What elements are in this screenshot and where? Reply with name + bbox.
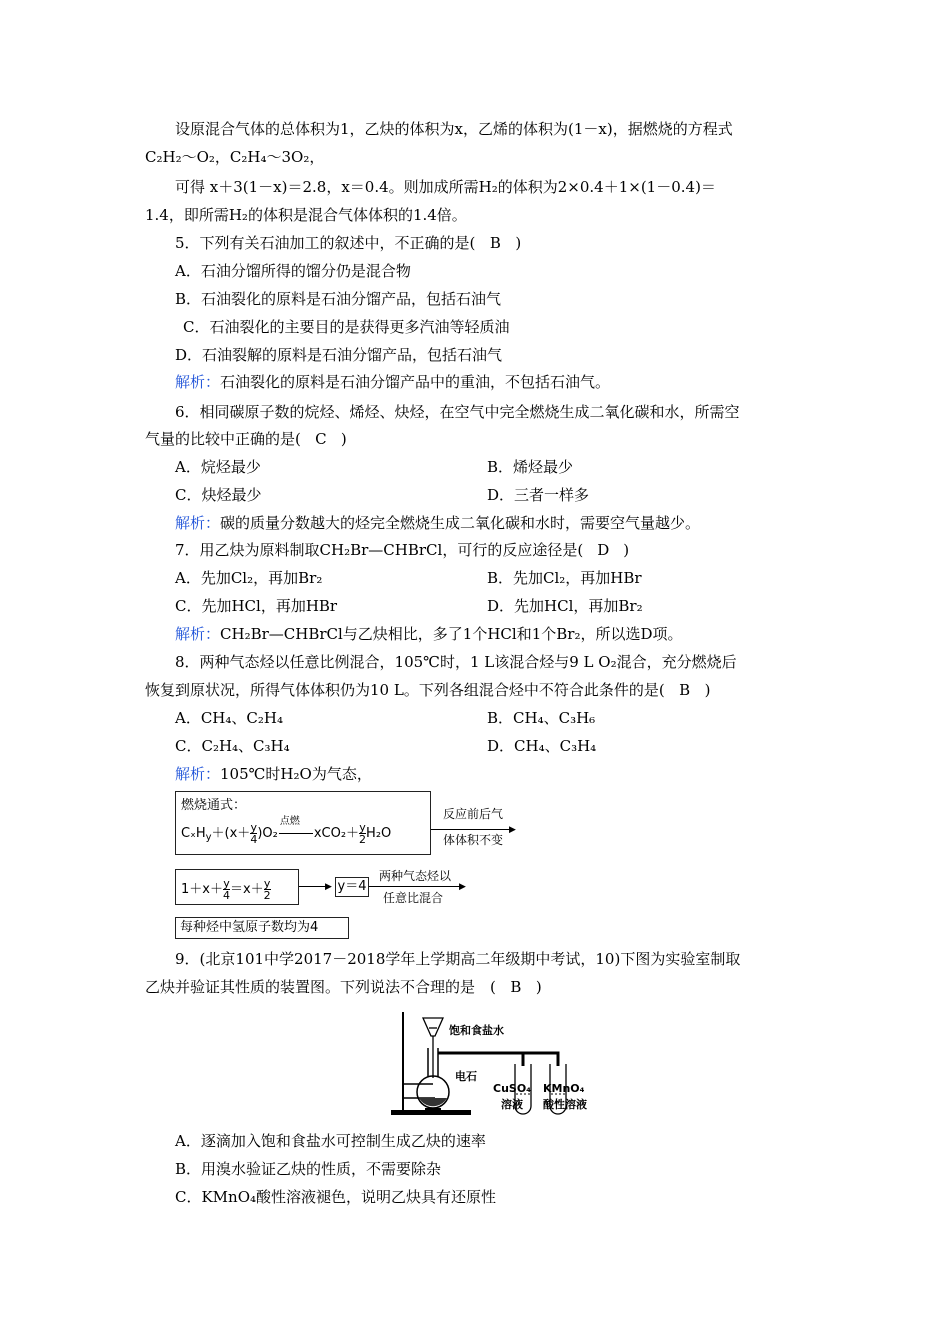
option-a: A．先加Cl₂，再加Br₂ (175, 569, 323, 587)
text-line: 设原混合气体的总体积为1，乙炔的体积为x，乙烯的体积为(1－x)，据燃烧的方程式 (175, 120, 733, 138)
analysis: 解析：CH₂Br—CHBrCl与乙炔相比，多了1个HCl和1个Br₂，所以选D项。 (175, 625, 683, 643)
volume-equation-box (175, 869, 299, 905)
answer: D (597, 541, 610, 559)
arrow-head-icon: ▶ (325, 882, 332, 892)
option-b: B．用溴水验证乙炔的性质，不需要除杂 (175, 1160, 442, 1178)
answer: C (315, 430, 327, 448)
option-d: D．三者一样多 (487, 486, 590, 504)
analysis: 解析：碳的质量分数越大的烃完全燃烧生成二氧化碳和水时，需要空气量越少。 (175, 514, 701, 532)
apparatus-figure (383, 1008, 603, 1118)
option-c: C．石油裂化的主要目的是获得更多汽油等轻质油 (183, 318, 510, 336)
combustion-equation: CₓH$_y$＋(x＋ $\frac{y}{4}$ )O₂ 点燃 xCO₂＋ $\frac{y}{2}$ H₂O (181, 816, 392, 846)
text-line: 1.4，即所需H₂的体积是混合气体体积的1.4倍。 (145, 206, 467, 224)
result-line-2: 体体积不变 (443, 833, 504, 847)
result-line-1: 反应前后气 (443, 807, 504, 821)
option-c: C．C₂H₄、C₃H₄ (175, 737, 290, 755)
arrow-head-icon: ▶ (459, 882, 466, 892)
option-a: A．烷烃最少 (175, 458, 261, 476)
analysis: 解析：105℃时H₂O为气态， (175, 765, 372, 783)
option-d: D．CH₄、C₃H₄ (487, 737, 597, 755)
text-line: C₂H₂～O₂，C₂H₄～3O₂， (145, 148, 325, 166)
text-line: 可得 x＋3(1－x)＝2.8，x＝0.4。则加成所需H₂的体积为2×0.4＋1×(1－0.4)＝ (175, 178, 716, 196)
conclusion-box: 每种烃中氢原子数均为4 (175, 917, 349, 939)
option-d: D．石油裂解的原料是石油分馏产品，包括石油气 (175, 346, 503, 364)
label-tube-1b: 溶液 (501, 1098, 523, 1111)
combustion-formula-box (175, 791, 431, 855)
question-5-stem: 5．下列有关石油加工的叙述中，不正确的是( B ) (175, 234, 522, 252)
label-flask: 电石 (455, 1070, 477, 1083)
option-b: B．CH₄、C₃H₆ (487, 709, 596, 727)
box-title: 燃烧通式： (181, 798, 247, 813)
combustion-diagram (175, 791, 535, 941)
question-9-stem-cont: 乙炔并验证其性质的装置图。下列说法不合理的是 ( B ) (145, 978, 542, 996)
question-8-stem-cont: 恢复到原状况，所得气体体积仍为10 L。下列各组混合烃中不符合此条件的是( B ) (145, 681, 711, 699)
label-tube-2b: 酸性溶液 (543, 1098, 587, 1111)
label-tube-1a: CuSO₄ (493, 1082, 531, 1095)
option-b: B．先加Cl₂，再加HBr (487, 569, 642, 587)
volume-equation: 1＋x＋ $\frac{y}{4}$ ＝x＋ $\frac{y}{2}$ (181, 877, 271, 902)
question-6-stem-cont: 气量的比较中正确的是( C ) (145, 430, 347, 448)
analysis: 解析：石油裂化的原料是石油分馏产品中的重油，不包括石油气。 (175, 373, 611, 391)
condition-line-2: 任意比混合 (383, 891, 444, 905)
answer: B (510, 978, 522, 996)
question-6-stem: 6．相同碳原子数的烷烃、烯烃、炔烃，在空气中完全燃烧生成二氧化碳和水，所需空 (175, 403, 740, 421)
option-d: D．先加HCl，再加Br₂ (487, 597, 643, 615)
arrow-3 (369, 886, 463, 887)
arrow-1 (431, 829, 513, 830)
label-tube-2a: KMnO₄ (543, 1082, 585, 1095)
question-8-stem: 8．两种气态烃以任意比例混合，105℃时，1 L该混合烃与9 L O₂混合，充分燃烧后 (175, 653, 737, 671)
answer: B (489, 234, 501, 252)
question-9-stem: 9．(北京101中学2017－2018学年上学期高二年级期中考试，10)下图为实验室制取 (175, 950, 741, 968)
option-c: C．先加HCl，再加HBr (175, 597, 338, 615)
condition-line-1: 两种气态烃以 (379, 869, 452, 883)
option-b: B．石油裂化的原料是石油分馏产品，包括石油气 (175, 290, 502, 308)
option-a: A．逐滴加入饱和食盐水可控制生成乙炔的速率 (175, 1132, 486, 1150)
option-b: B．烯烃最少 (487, 458, 574, 476)
option-a: A．CH₄、C₂H₄ (175, 709, 283, 727)
label-funnel: 饱和食盐水 (449, 1024, 504, 1037)
option-c: C．炔烃最少 (175, 486, 262, 504)
arrow-head-icon: ▶ (509, 825, 516, 835)
option-a: A．石油分馏所得的馏分仍是混合物 (175, 262, 411, 280)
y-result-box: y＝4 (335, 877, 369, 897)
option-c: C．KMnO₄酸性溶液褪色，说明乙炔具有还原性 (175, 1188, 497, 1206)
question-7-stem: 7．用乙炔为原料制取CH₂Br—CHBrCl，可行的反应途径是( D ) (175, 541, 630, 559)
answer: B (679, 681, 691, 699)
